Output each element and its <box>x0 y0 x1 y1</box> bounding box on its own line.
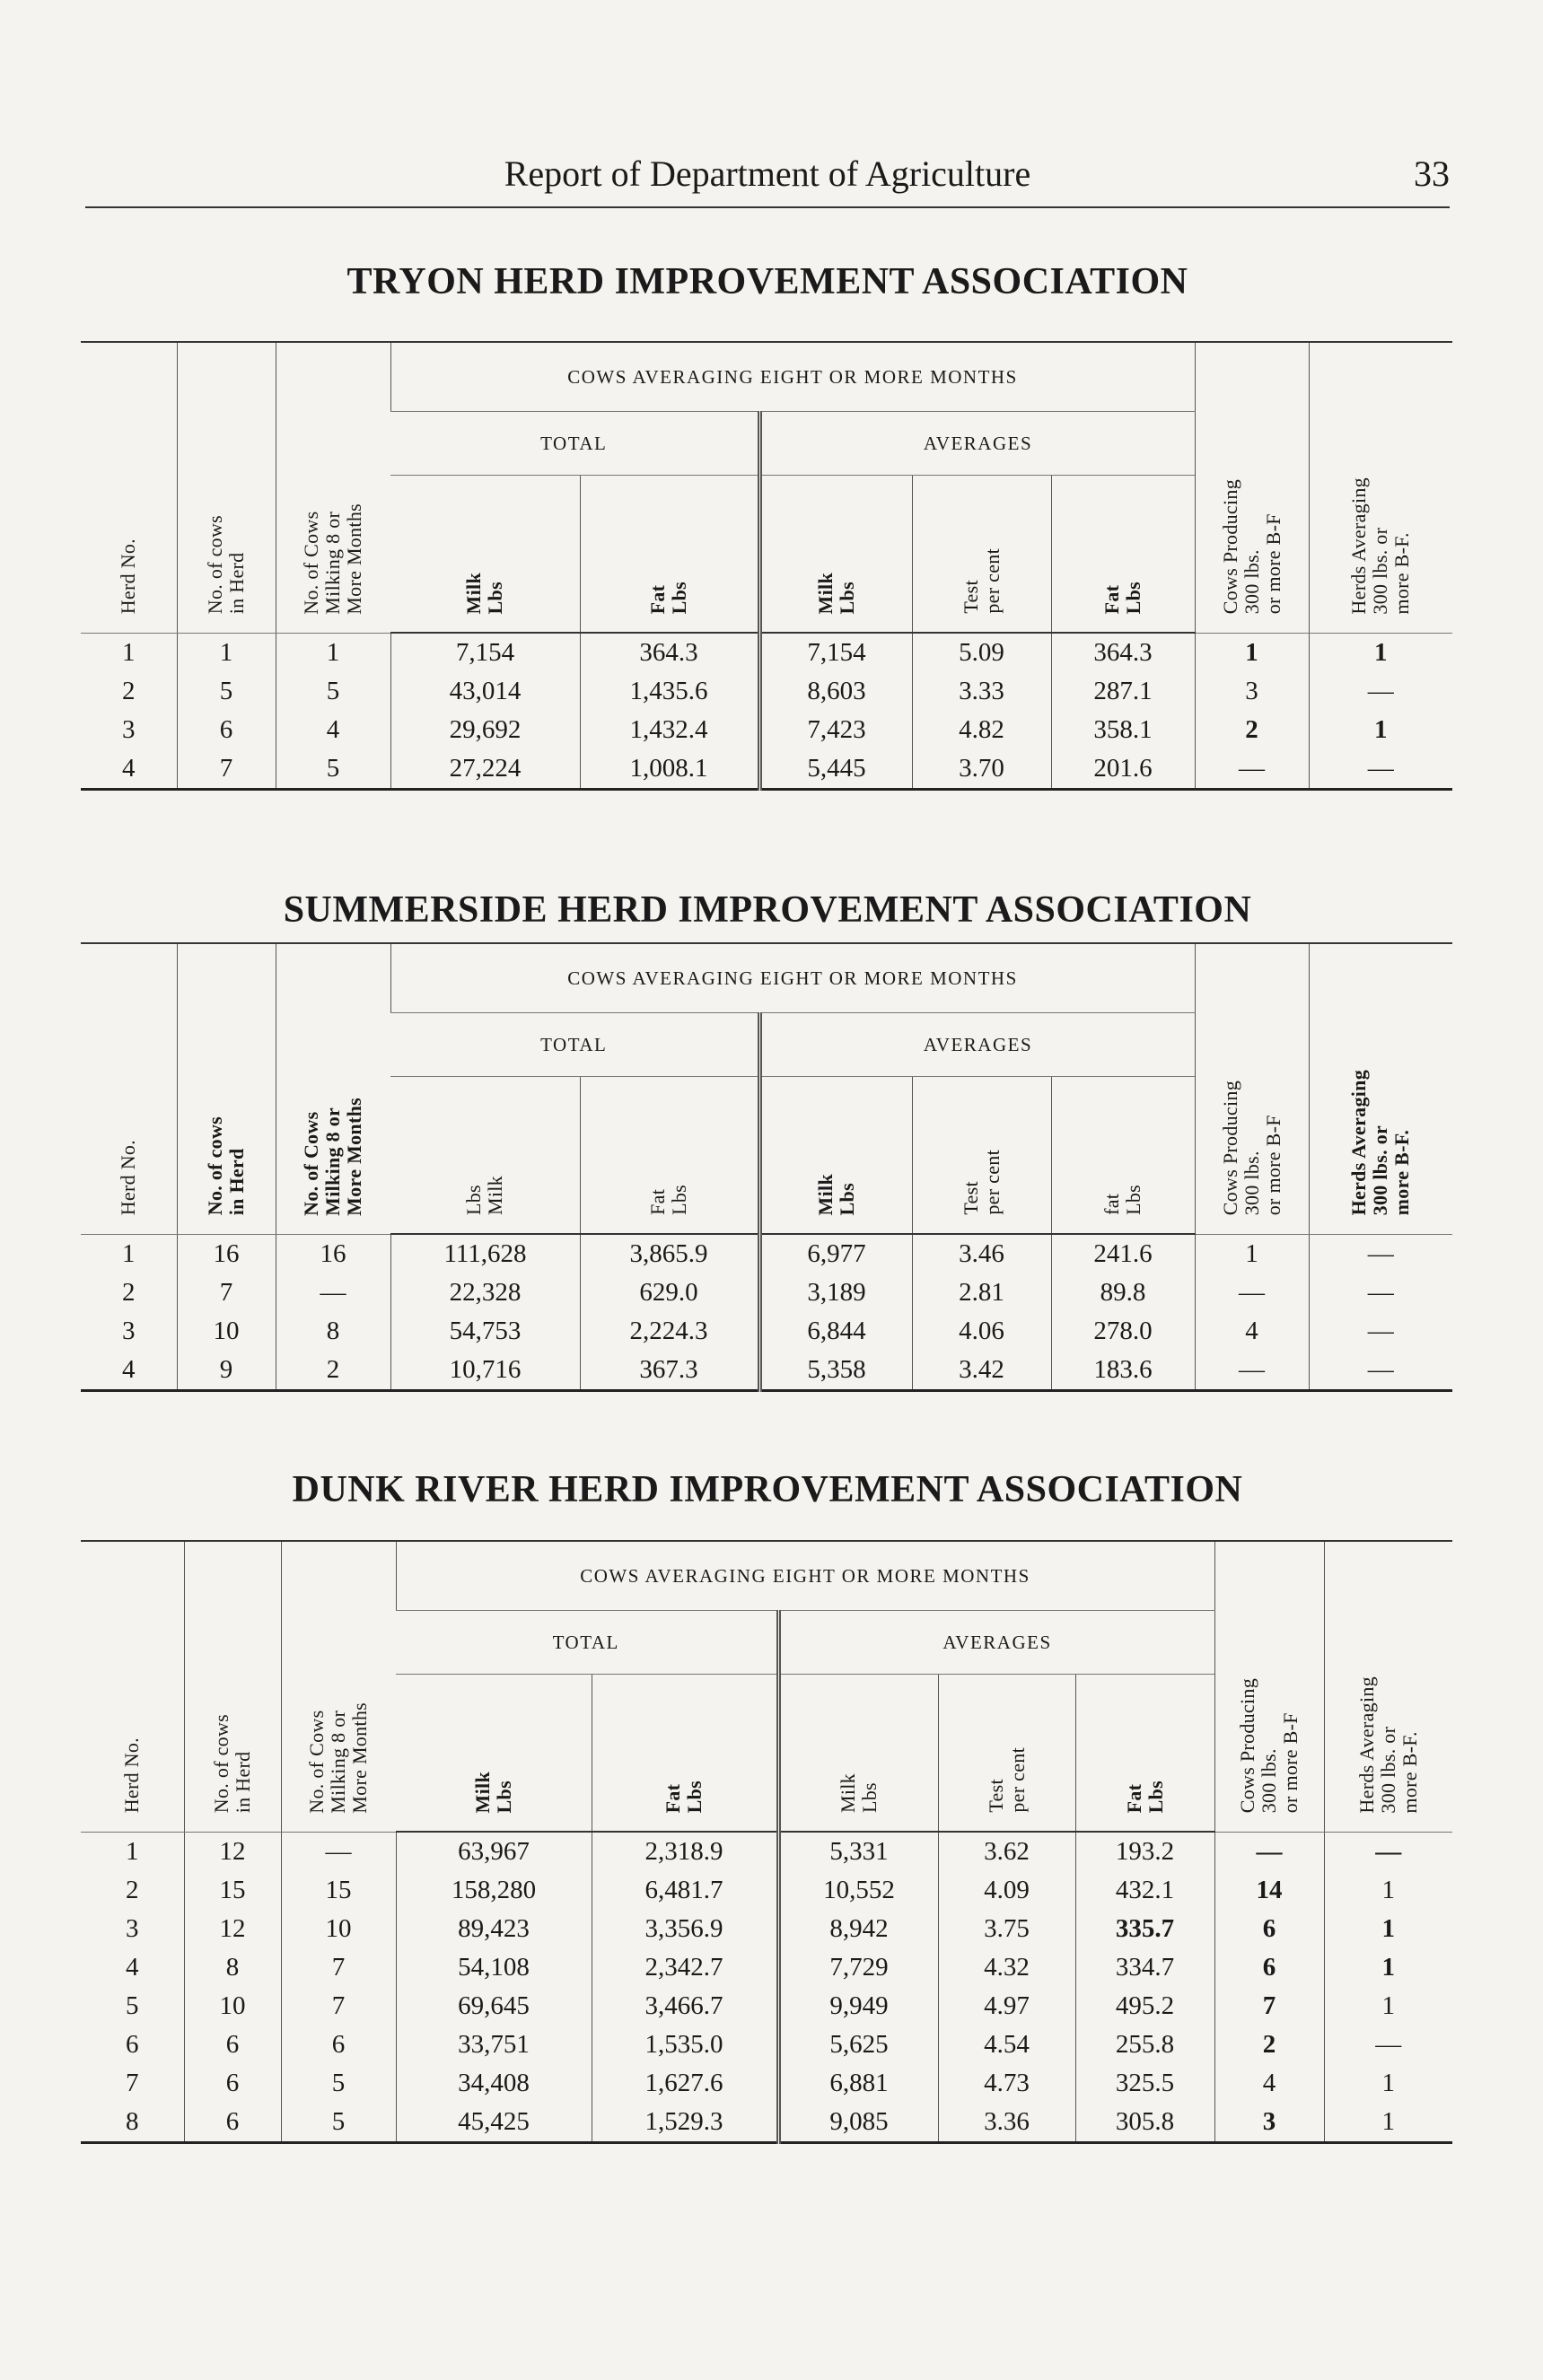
table-cell: 278.0 <box>1051 1312 1195 1351</box>
column-header-label: Fat Lbs <box>1122 1780 1167 1813</box>
table-cell: 158,280 <box>396 1871 592 1910</box>
table-cell: 7 <box>281 1987 396 2026</box>
col-herd-no <box>81 943 177 1234</box>
table-row <box>81 1871 1452 1910</box>
table-row <box>81 711 1452 749</box>
column-header-label: Fat Lbs <box>1100 581 1144 614</box>
table-cell: 1 <box>1324 2103 1452 2143</box>
table-cell: 305.8 <box>1075 2103 1214 2143</box>
page-number: 33 <box>1414 153 1450 194</box>
table-cell: 89,423 <box>396 1910 592 1948</box>
table-cell: 5 <box>177 672 276 711</box>
table-cell: 4 <box>122 754 136 783</box>
column-header-label: No. of cows in Herd <box>204 515 248 615</box>
table-cell: 5 <box>281 2103 396 2143</box>
col-total-fat <box>592 1675 778 1833</box>
column-header-label: Herd No. <box>120 1737 144 1814</box>
table-cell: 6,881 <box>778 2064 938 2103</box>
col-avg-milk <box>759 476 912 634</box>
table-row <box>81 2103 1452 2143</box>
column-header-label: Herds Averaging 300 lbs. or more B-F. <box>1355 1676 1421 1814</box>
column-header-label: No. of Cows Milking 8 or More Months <box>300 503 365 615</box>
col-test <box>938 1675 1075 1833</box>
table-cell: 4 <box>126 1953 139 1982</box>
col-avg-fat <box>1075 1675 1214 1833</box>
table-cell: 69,645 <box>396 1987 592 2026</box>
table-cell: 22,328 <box>390 1273 580 1312</box>
table-cell: 1 <box>1324 1948 1452 1987</box>
table-cell: 3.70 <box>912 749 1051 790</box>
table-cell: 29,692 <box>390 711 580 749</box>
table-cell: 334.7 <box>1075 1948 1214 1987</box>
table-cell: 45,425 <box>396 2103 592 2143</box>
table-cell: 8 <box>276 1312 390 1351</box>
table-cell: 2 <box>122 1278 136 1307</box>
table-cell: 432.1 <box>1075 1871 1214 1910</box>
column-header-label: Milk Lbs <box>462 572 507 614</box>
table-cell: 364.3 <box>580 633 759 672</box>
table-cell: 5,358 <box>759 1351 912 1391</box>
table-cell: 5 <box>276 749 390 790</box>
table-cell: 2 <box>1214 2026 1324 2064</box>
col-avg-fat <box>1051 1077 1195 1235</box>
table-cell: 8,603 <box>759 672 912 711</box>
table-cell: 2,318.9 <box>592 1832 778 1871</box>
col-cows-in-herd <box>177 342 276 633</box>
table-cell: 3.75 <box>938 1910 1075 1948</box>
table-cell: 6 <box>281 2026 396 2064</box>
table-row <box>81 2064 1452 2103</box>
table-cell: 43,014 <box>390 672 580 711</box>
column-header-label: Cows Producing 300 lbs. or more B-F <box>1218 1081 1284 1216</box>
table-cell: 1 <box>1324 1910 1452 1948</box>
table-cell: 1 <box>177 633 276 672</box>
column-header-label: Herd No. <box>117 1140 140 1216</box>
table-cell: 1,627.6 <box>592 2064 778 2103</box>
table-row <box>81 2026 1452 2064</box>
table-cell: 15 <box>184 1871 281 1910</box>
group-header: COWS AVERAGING EIGHT OR MORE MONTHS <box>396 1541 1214 1611</box>
table-cell: — <box>1309 1351 1452 1391</box>
table-cell: 2,342.7 <box>592 1948 778 1987</box>
table-cell: 4.82 <box>912 711 1051 749</box>
col-herd-no <box>81 1541 184 1832</box>
table-cell: 16 <box>276 1234 390 1273</box>
col-test <box>912 476 1051 634</box>
column-header-label: No. of Cows Milking 8 or More Months <box>300 1097 365 1216</box>
table-cell: 111,628 <box>390 1234 580 1273</box>
table-cell: 63,967 <box>396 1832 592 1871</box>
table-cell: — <box>1195 1273 1309 1312</box>
total-header: TOTAL <box>396 1611 778 1675</box>
total-header: TOTAL <box>390 412 759 476</box>
col-total-milk <box>390 476 580 634</box>
table-row <box>81 749 1452 790</box>
table-cell: 6,844 <box>759 1312 912 1351</box>
table-row <box>81 1273 1452 1312</box>
table-cell: 4.97 <box>938 1987 1075 2026</box>
averages-header: AVERAGES <box>759 1013 1195 1077</box>
table-cell: 1,535.0 <box>592 2026 778 2064</box>
table-cell: 2 <box>122 677 136 705</box>
table-cell: 10 <box>281 1910 396 1948</box>
table-cell: 7,154 <box>759 633 912 672</box>
table-cell: 3 <box>1195 672 1309 711</box>
table-cell: 54,753 <box>390 1312 580 1351</box>
table-cell: 16 <box>177 1234 276 1273</box>
table-cell: 5,625 <box>778 2026 938 2064</box>
table-cell: 4 <box>122 1355 136 1384</box>
col-avg-fat <box>1051 476 1195 634</box>
table-cell: 3.42 <box>912 1351 1051 1391</box>
total-header: TOTAL <box>390 1013 759 1077</box>
table-row <box>81 1987 1452 2026</box>
table-cell: 6 <box>1214 1948 1324 1987</box>
table-cell: 1 <box>126 1836 139 1866</box>
table-cell: 9,085 <box>778 2103 938 2143</box>
col-herds-averaging <box>1309 943 1452 1234</box>
page-header-title: Report of Department of Agriculture <box>504 153 1031 194</box>
table-cell: 3 <box>122 1317 136 1345</box>
summerside-table <box>81 942 1452 1392</box>
table-cell: 3,189 <box>759 1273 912 1312</box>
column-header-label: Fat Lbs <box>646 581 690 614</box>
col-cows-milking <box>281 1541 396 1832</box>
table-cell: 3.36 <box>938 2103 1075 2143</box>
table-cell: 358.1 <box>1051 711 1195 749</box>
table-cell: 8,942 <box>778 1910 938 1948</box>
table-row <box>81 1910 1452 1948</box>
table-cell: 287.1 <box>1051 672 1195 711</box>
column-header-label: Milk Lbs <box>837 1773 881 1813</box>
table-cell: 1,432.4 <box>580 711 759 749</box>
table-cell: 12 <box>184 1910 281 1948</box>
table-cell: 2.81 <box>912 1273 1051 1312</box>
dunk-river-table <box>81 1540 1452 2144</box>
column-header-label: Cows Producing 300 lbs. or more B-F <box>1236 1678 1302 1814</box>
table-cell: 3,865.9 <box>580 1234 759 1273</box>
table-cell: — <box>276 1273 390 1312</box>
table-cell: 6 <box>184 2026 281 2064</box>
col-total-fat <box>580 476 759 634</box>
table-cell: 7,423 <box>759 711 912 749</box>
table-cell: 6,481.7 <box>592 1871 778 1910</box>
table-cell: 3.46 <box>912 1234 1051 1273</box>
col-cows-producing <box>1214 1541 1324 1832</box>
table-cell: 325.5 <box>1075 2064 1214 2103</box>
table-cell: 3,466.7 <box>592 1987 778 2026</box>
table-cell: 7 <box>177 1273 276 1312</box>
col-cows-in-herd <box>177 943 276 1234</box>
table-cell: 1 <box>122 1238 136 1268</box>
table-cell: 6 <box>1214 1910 1324 1948</box>
table-cell: 10,552 <box>778 1871 938 1910</box>
table-cell: 89.8 <box>1051 1273 1195 1312</box>
table-cell: 3,356.9 <box>592 1910 778 1948</box>
table-cell: 6 <box>184 2103 281 2143</box>
table-cell: 7 <box>177 749 276 790</box>
table-cell: 1,008.1 <box>580 749 759 790</box>
column-header-label: Milk Lbs <box>814 572 858 614</box>
table-cell: 9 <box>177 1351 276 1391</box>
table-row <box>81 1948 1452 1987</box>
column-header-label: Test per cent <box>984 1747 1029 1813</box>
table-row <box>81 672 1452 711</box>
table-cell: 15 <box>281 1871 396 1910</box>
table-cell: 4 <box>1214 2064 1324 2103</box>
table-cell: — <box>1214 1832 1324 1871</box>
table-cell: 2 <box>276 1351 390 1391</box>
table-cell: — <box>1309 749 1452 790</box>
column-header-label: Milk Lbs <box>814 1173 858 1215</box>
table-cell: 10 <box>184 1987 281 2026</box>
averages-header: AVERAGES <box>759 412 1195 476</box>
table-cell: 193.2 <box>1075 1832 1214 1871</box>
table-cell: 6 <box>126 2030 139 2059</box>
table-cell: 183.6 <box>1051 1351 1195 1391</box>
table-cell: — <box>1309 1234 1452 1273</box>
table-cell: — <box>1195 1351 1309 1391</box>
table-cell: 629.0 <box>580 1273 759 1312</box>
table-cell: 8 <box>126 2107 139 2136</box>
table-cell: — <box>1309 672 1452 711</box>
column-header-label: Test per cent <box>959 548 1004 614</box>
table-cell: 3.33 <box>912 672 1051 711</box>
table-cell: 1,435.6 <box>580 672 759 711</box>
table-cell: — <box>281 1832 396 1871</box>
column-header-label: Herds Averaging 300 lbs. or more B-F. <box>1347 477 1414 615</box>
table-cell: 2 <box>1195 711 1309 749</box>
table-row <box>81 1234 1452 1273</box>
table-cell: 5 <box>126 1991 139 2020</box>
col-cows-producing <box>1195 342 1309 633</box>
table-cell: 5,445 <box>759 749 912 790</box>
col-total-fat <box>580 1077 759 1235</box>
table-cell: 241.6 <box>1051 1234 1195 1273</box>
table-cell: 4.09 <box>938 1871 1075 1910</box>
table-cell: 33,751 <box>396 2026 592 2064</box>
column-header-label: No. of cows in Herd <box>210 1714 254 1814</box>
table-row <box>81 633 1452 672</box>
column-header-label: Fat Lbs <box>646 1185 690 1215</box>
col-total-milk <box>390 1077 580 1235</box>
table-cell: — <box>1324 1832 1452 1871</box>
table-cell: 4.06 <box>912 1312 1051 1351</box>
col-cows-in-herd <box>184 1541 281 1832</box>
col-cows-producing <box>1195 943 1309 1234</box>
column-header-label: Herds Averaging 300 lbs. or more B-F. <box>1347 1070 1414 1216</box>
table-cell: — <box>1195 749 1309 790</box>
table-cell: 335.7 <box>1075 1910 1214 1948</box>
table-cell: 1 <box>1324 1871 1452 1910</box>
table-cell: 9,949 <box>778 1987 938 2026</box>
table-cell: 7 <box>126 2069 139 2097</box>
table-cell: 12 <box>184 1832 281 1871</box>
table-cell: 3 <box>126 1914 139 1943</box>
table-cell: 4 <box>1195 1312 1309 1351</box>
table-cell: 27,224 <box>390 749 580 790</box>
table-row <box>81 1312 1452 1351</box>
column-header-label: Herd No. <box>117 538 140 615</box>
table-cell: 3.62 <box>938 1832 1075 1871</box>
table-cell: 6,977 <box>759 1234 912 1273</box>
table-cell: 7,729 <box>778 1948 938 1987</box>
table-cell: 2,224.3 <box>580 1312 759 1351</box>
table-cell: 1,529.3 <box>592 2103 778 2143</box>
col-cows-milking <box>276 943 390 1234</box>
table-cell: 6 <box>184 2064 281 2103</box>
table-cell: 3 <box>122 715 136 744</box>
table-cell: 1 <box>1324 2064 1452 2103</box>
table-cell: 364.3 <box>1051 633 1195 672</box>
col-herds-averaging <box>1324 1541 1452 1832</box>
table-row <box>81 1832 1452 1871</box>
tryon-table <box>81 341 1452 791</box>
tryon-title: TRYON HERD IMPROVEMENT ASSOCIATION <box>346 261 1188 302</box>
col-herds-averaging <box>1309 342 1452 633</box>
table-cell: 367.3 <box>580 1351 759 1391</box>
table-cell: 5.09 <box>912 633 1051 672</box>
running-head <box>85 153 1450 208</box>
table-cell: 54,108 <box>396 1948 592 1987</box>
col-avg-milk <box>759 1077 912 1235</box>
table-cell: 34,408 <box>396 2064 592 2103</box>
col-total-milk <box>396 1675 592 1833</box>
col-avg-milk <box>778 1675 938 1833</box>
summerside-title: SUMMERSIDE HERD IMPROVEMENT ASSOCIATION <box>283 889 1252 931</box>
column-header-label: Fat Lbs <box>662 1780 706 1813</box>
col-test <box>912 1077 1051 1235</box>
table-cell: 255.8 <box>1075 2026 1214 2064</box>
group-header: COWS AVERAGING EIGHT OR MORE MONTHS <box>390 342 1195 412</box>
column-header-label: Cows Producing 300 lbs. or more B-F <box>1218 479 1284 615</box>
table-cell: 1 <box>1309 711 1452 749</box>
table-row <box>81 1351 1452 1391</box>
table-cell: 5 <box>281 2064 396 2103</box>
table-cell: — <box>1309 1312 1452 1351</box>
column-header-label: No. of Cows Milking 8 or More Months <box>305 1702 371 1814</box>
table-cell: 5,331 <box>778 1832 938 1871</box>
table-cell: 4.32 <box>938 1948 1075 1987</box>
table-cell: 2 <box>126 1876 139 1904</box>
table-cell: 6 <box>177 711 276 749</box>
table-cell: 4.73 <box>938 2064 1075 2103</box>
table-cell: 1 <box>1309 633 1452 672</box>
column-header-label: Lbs Milk <box>462 1176 507 1215</box>
table-cell: — <box>1324 2026 1452 2064</box>
table-cell: 1 <box>1195 1234 1309 1273</box>
table-cell: — <box>1309 1273 1452 1312</box>
table-cell: 10 <box>177 1312 276 1351</box>
dunk-river-title: DUNK RIVER HERD IMPROVEMENT ASSOCIATION <box>292 1469 1243 1510</box>
table-cell: 1 <box>276 633 390 672</box>
col-herd-no <box>81 342 177 633</box>
column-header-label: No. of cows in Herd <box>204 1116 248 1216</box>
table-cell: 7,154 <box>390 633 580 672</box>
table-cell: 495.2 <box>1075 1987 1214 2026</box>
table-cell: 4.54 <box>938 2026 1075 2064</box>
group-header: COWS AVERAGING EIGHT OR MORE MONTHS <box>390 943 1195 1013</box>
table-cell: 7 <box>1214 1987 1324 2026</box>
averages-header: AVERAGES <box>778 1611 1214 1675</box>
table-cell: 8 <box>184 1948 281 1987</box>
table-cell: 5 <box>276 672 390 711</box>
table-cell: 3 <box>1214 2103 1324 2143</box>
table-cell: 7 <box>281 1948 396 1987</box>
table-cell: 4 <box>276 711 390 749</box>
col-cows-milking <box>276 342 390 633</box>
column-header-label: Test per cent <box>959 1150 1004 1215</box>
table-cell: 1 <box>1324 1987 1452 2026</box>
table-cell: 201.6 <box>1051 749 1195 790</box>
table-cell: 10,716 <box>390 1351 580 1391</box>
table-cell: 1 <box>1195 633 1309 672</box>
table-cell: 1 <box>122 637 136 667</box>
column-header-label: fat Lbs <box>1100 1185 1144 1215</box>
column-header-label: Milk Lbs <box>470 1771 515 1813</box>
table-cell: 14 <box>1214 1871 1324 1910</box>
